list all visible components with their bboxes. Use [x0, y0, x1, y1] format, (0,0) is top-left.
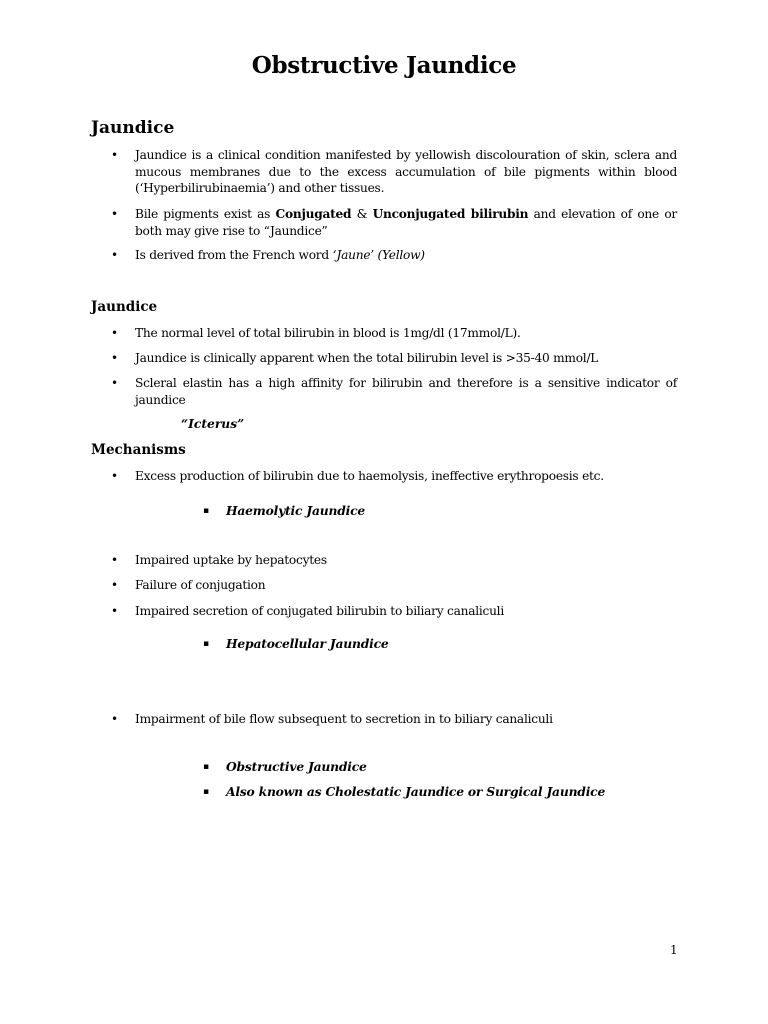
- list-item: Impaired uptake by hepatocytes: [135, 553, 327, 567]
- list-item-text: and elevation of one or both may give rise to “Jaundice”: [135, 207, 678, 238]
- bold-term-conjugated: Conjugated: [275, 207, 352, 221]
- list-item: Jaundice is clinically apparent when the total bilirubin level is >35-40 mmol/L: [135, 351, 599, 365]
- bullet-point: •: [111, 248, 119, 262]
- list-item: [135, 247, 677, 264]
- list-item: Impairment of bile flow subsequent to secretion in to biliary canaliculi: [135, 712, 553, 726]
- sub-item-haemolytic: Haemolytic Jaundice: [226, 503, 366, 518]
- bullet-point: •: [111, 604, 119, 618]
- square-bullet: ▪: [203, 787, 210, 797]
- sub-item-obstructive: Obstructive Jaundice: [226, 759, 367, 774]
- bullet-point: •: [111, 469, 119, 483]
- document-title: Obstructive Jaundice: [251, 52, 517, 79]
- bullet-point: •: [111, 553, 119, 567]
- bullet-point: •: [111, 148, 119, 162]
- list-item-text: &: [351, 207, 373, 221]
- list-item: The normal level of total bilirubin in blood is 1mg/dl (17mmol/L).: [135, 326, 521, 340]
- square-bullet: ▪: [203, 639, 210, 649]
- sub-item-hepatocellular: Hepatocellular Jaundice: [226, 636, 389, 651]
- list-item: Jaundice is a clinical condition manifested by yellowish discolouration of skin, sclera and mucous membranes due to the excess accumulation of bile pigments within blood (‘Hyperbilirubinaemia’) and other tissues.: [135, 148, 677, 196]
- section-heading-jaundice: Jaundice: [91, 118, 175, 138]
- bullet-point: •: [111, 207, 119, 221]
- section-heading-mechanisms: Mechanisms: [91, 442, 186, 458]
- square-bullet: ▪: [203, 506, 210, 516]
- list-item: Failure of conjugation: [135, 578, 266, 592]
- list-item: Impaired secretion of conjugated bilirubin to biliary canaliculi: [135, 604, 504, 618]
- list-item: Scleral elastin has a high affinity for bilirubin and therefore is a sensitive indicator of jaundice: [135, 376, 677, 407]
- list-item-text: Is derived from the French word: [135, 248, 333, 262]
- list-item-text: Bile pigments exist as: [135, 207, 276, 221]
- bullet-point: •: [111, 326, 119, 340]
- bullet-point: •: [111, 376, 119, 390]
- bullet-point: •: [111, 712, 119, 726]
- page-number: 1: [670, 943, 678, 957]
- bold-term-unconjugated: Unconjugated bilirubin: [372, 207, 529, 221]
- icterus-term: “Icterus”: [181, 416, 245, 431]
- bullet-point: •: [111, 578, 119, 592]
- list-item: Excess production of bilirubin due to haemolysis, ineffective erythropoesis etc.: [135, 469, 604, 483]
- list-item: [135, 206, 677, 239]
- square-bullet: ▪: [203, 762, 210, 772]
- italic-term-jaune: ‘Jaune’ (Yellow): [332, 248, 425, 262]
- sub-item-also-known-as: Also known as Cholestatic Jaundice or Surgical Jaundice: [226, 784, 606, 799]
- section-heading-jaundice-2: Jaundice: [91, 299, 158, 315]
- bullet-point: •: [111, 351, 119, 365]
